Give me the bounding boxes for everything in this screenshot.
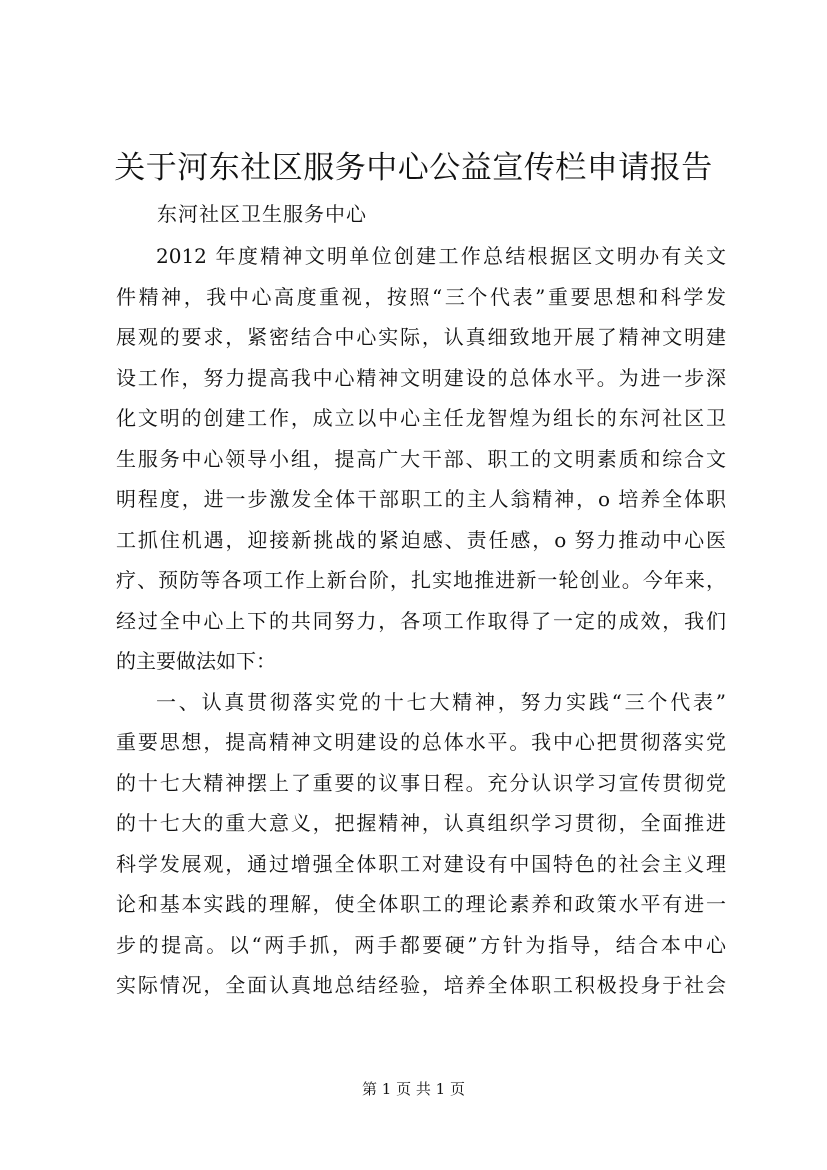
text-line: 工抓住机遇，迎接新挑战的紧迫感、责任感，o 努力推动中心医 xyxy=(116,527,726,552)
text-line: 展观的要求，紧密结合中心实际，认真细致地开展了精神文明建 xyxy=(116,325,726,349)
text-line: 的主要做法如下： xyxy=(116,649,276,673)
text-line: 科学发展观，通过增强全体职工对建设有中国特色的社会主义理 xyxy=(116,851,726,876)
organization-name: 东河社区卫生服务中心 xyxy=(157,202,367,226)
text-line: 化文明的创建工作，成立以中心主任龙智煌为组长的东河社区卫 xyxy=(116,406,726,430)
text-line: 明程度，进一步激发全体干部职工的主人翁精神，o 培养全体职 xyxy=(116,487,726,511)
paragraph xyxy=(116,236,726,682)
text-line: 2012 年度精神文明单位创建工作总结根据区文明办有关文 xyxy=(156,244,726,268)
page-footer: 第 1 页 共 1 页 xyxy=(362,1080,465,1098)
document-body xyxy=(116,236,726,1006)
text-line: 实际情况，全面认真地总结经验，培养全体职工积极投身于社会 xyxy=(116,973,726,997)
text-line: 生服务中心领导小组，提高广大干部、职工的文明素质和综合文 xyxy=(116,446,726,471)
text-line: 件精神，我中心高度重视，按照“三个代表”重要思想和科学发 xyxy=(116,284,726,309)
text-line: 的十七大的重大意义，把握精神，认真组织学习贯彻，全面推进 xyxy=(116,811,726,835)
text-line: 步的提高。以“两手抓，两手都要硬”方针为指导，结合本中心 xyxy=(116,932,726,957)
text-line: 经过全中心上下的共同努力，各项工作取得了一定的成效，我们 xyxy=(116,608,726,633)
text-line: 设工作，努力提高我中心精神文明建设的总体水平。为进一步深 xyxy=(116,365,726,390)
text-line: 疗、预防等各项工作上新台阶，扎实地推进新一轮创业。今年来， xyxy=(116,568,726,592)
text-line: 重要思想，提高精神文明建设的总体水平。我中心把贯彻落实党 xyxy=(116,730,726,754)
text-line: 论和基本实践的理解，使全体职工的理论素养和政策水平有进一 xyxy=(116,892,726,916)
document-title: 关于河东社区服务中心公益宣传栏申请报告 xyxy=(114,150,713,186)
text-line: 一、认真贯彻落实党的十七大精神，努力实践“三个代表” xyxy=(156,689,726,714)
text-line: 的十七大精神摆上了重要的议事日程。充分认识学习宣传贯彻党 xyxy=(116,770,726,795)
paragraph xyxy=(116,682,726,1006)
